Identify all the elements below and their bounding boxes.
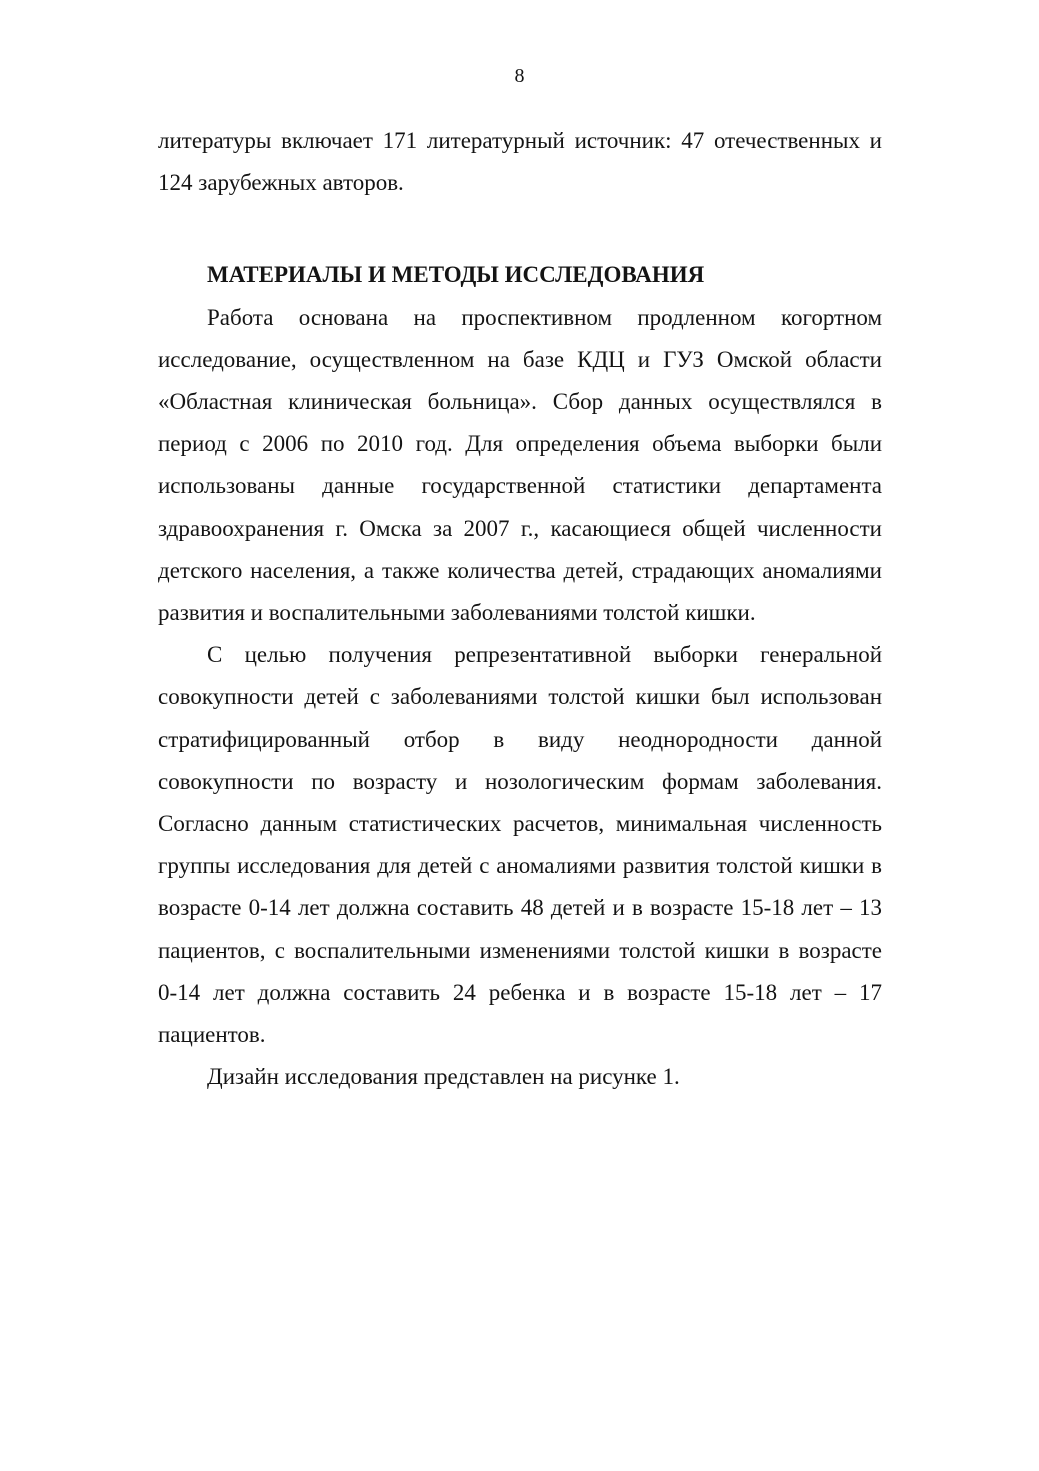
document-body <box>158 120 882 1098</box>
paragraph-sampling: С целью получения репрезентативной выборки генеральной совокупности детей с заболеваниями толстой кишки был использован стратифицированный отбор в виду неоднородности данной совокупности по возрасту и нозологическим формам заболевания. Согласно данным статистических расчетов, минимальная численность группы исследования для детей с аномалиями развития толстой кишки в возрасте 0-14 лет должна составить 48 детей и в возрасте 15-18 лет – 13 пациентов, с воспалительными изменениями толстой кишки в возрасте 0-14 лет должна составить 24 ребенка и в возрасте 15-18 лет – 17 пациентов. <box>158 642 882 1048</box>
page-number: 8 <box>514 65 525 87</box>
paragraph-design: Дизайн исследования представлен на рисунке 1. <box>207 1064 680 1090</box>
intro-paragraph: литературы включает 171 литературный источник: 47 отечественных и 124 зарубежных авторов. <box>158 128 882 196</box>
section-heading: МАТЕРИАЛЫ И МЕТОДЫ ИССЛЕДОВАНИЯ <box>207 262 705 288</box>
paragraph-methods: Работа основана на проспективном продленном когортном исследование, осуществленном на базе КДЦ и ГУЗ Омской области «Областная клиническая больница». Сбор данных осуществлялся в период с 2006 по 2010 год. Для определения объема выборки были использованы данные государственной статистики департамента здравоохранения г. Омска за 2007 г., касающиеся общей численности детского населения, а также количества детей, страдающих аномалиями развития и воспалительными заболеваниями толстой кишки. <box>158 304 882 626</box>
